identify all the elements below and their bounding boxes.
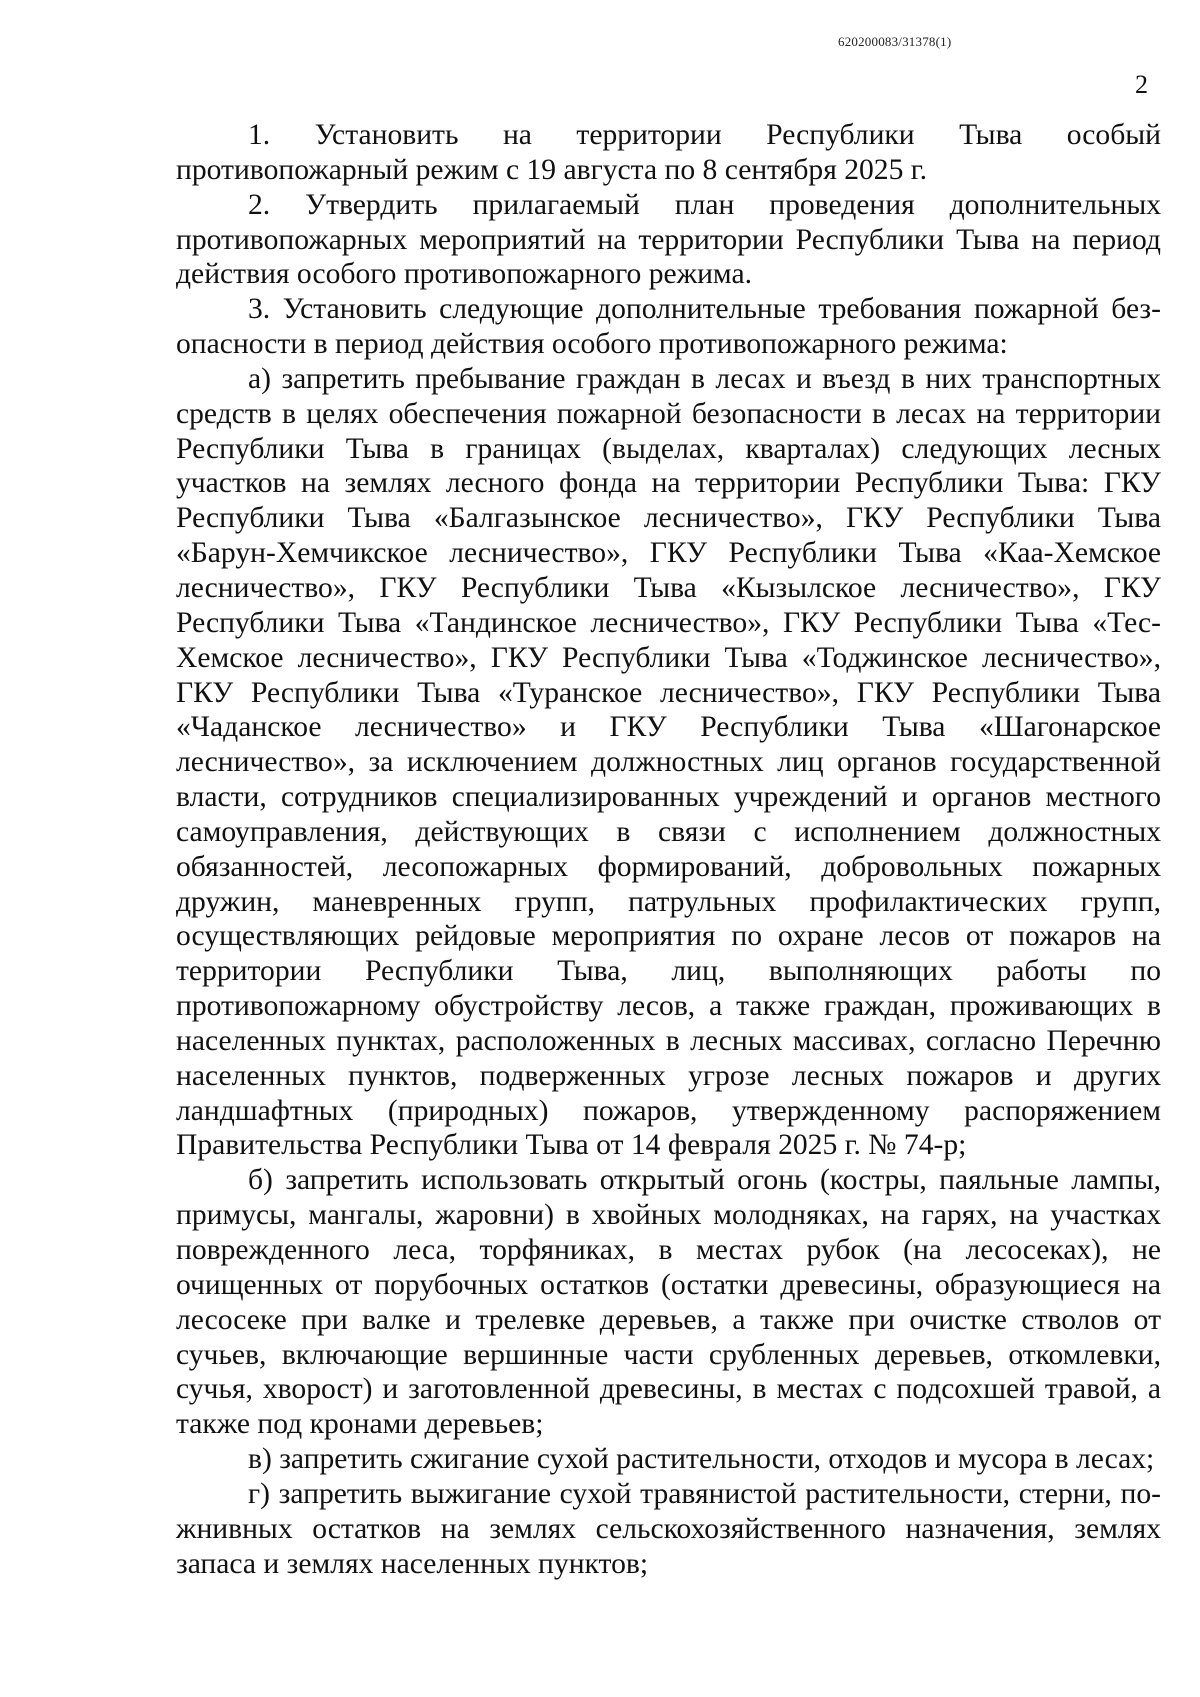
- paragraph-3g: г) запретить выжигание сухой травянистой растительности, стерни, пожнивных остатков на землях сельскохозяйственного назначения, землях запаса и землях населенных пунктов;: [176, 1477, 1161, 1580]
- page-number: 2: [1135, 70, 1148, 99]
- document-id: 620200083/31378(1): [838, 34, 952, 49]
- paragraph-2: 2. Утвердить прилагаемый план проведения дополнительных противопожарных мероприятий на территории Республики Тыва на период действия особого противопожарного режима.: [176, 188, 1161, 291]
- paragraph-3: 3. Установить следующие дополнительные требования пожарной безопасности в период действия особого противопожарного режима:: [176, 293, 1161, 361]
- paragraph-3v: в) запретить сжигание сухой растительности, отходов и мусора в лесах;: [248, 1443, 1155, 1476]
- document-body: [176, 118, 1161, 1581]
- paragraph-1: 1. Установить на территории Республики Тыва особый противопожарный режим с 19 августа по 8 сентября 2025 г.: [176, 119, 1161, 186]
- paragraph-3b: б) запретить использовать открытый огонь (костры, паяльные лампы, примусы, мангалы, жаровни) в хвойных молодняках, на гарях, на участках поврежденного леса, торфяниках, в местах рубок (на лесосеках), не очищенных от порубочных остатков (остатки древесины, образующиеся на лесосеке при валке и трелевке деревьев, а также при очистке стволов от сучьев, включающие вершинные части срубленных деревьев, откомлевки, сучья, хворост) и заготовленной древесины, в местах с подсохшей травой, а также под кронами деревьев;: [176, 1164, 1161, 1441]
- paragraph-3a: а) запретить пребывание граждан в лесах и въезд в них транспортных средств в целях обеспечения пожарной безопасности в лесах на территории Республики Тыва в границах (выделах, кварталах) следующих лесных участков на землях лесного фонда на территории Республики Тыва: ГКУ Республики Тыва «Балгазынское лесничество», ГКУ Республики Тыва «Барун-Хемчикское лесничество», ГКУ Республики Тыва «Каа-Хемское лесничество», ГКУ Республики Тыва «Кызылское лесничество», ГКУ Республики Тыва «Тандинское лесничество», ГКУ Республики Тыва «Тес-Хемское лесничество», ГКУ Республики Тыва «Тоджинское лесничество», ГКУ Республики Тыва «Туранское лесничество», ГКУ Республики Тыва «Чаданское лесничество» и ГКУ Республики Тыва «Шагонарское лесничество», за исключением должностных лиц органов государственной власти, сотрудников специализированных учреждений и органов местного самоуправления, действующих в связи с исполнением должностных обязанностей, лесопожарных формирований, добровольных пожарных дружин, маневренных групп, патрульных профилактических групп, осуществляющих рейдовые мероприятия по охране лесов от пожаров на территории Республики Тыва, лиц, выполняющих работы по противопожарному обустройству лесов, а также граждан, проживающих в населенных пунктах, расположенных в лесных массивах, согласно Перечню населенных пунктов, подверженных угрозе лесных пожаров и других ландшафтных (природных) пожаров, утвержденному распоряжением Правительства Республики Тыва от 14 февраля 2025 г. № 74-р;: [176, 362, 1161, 1162]
